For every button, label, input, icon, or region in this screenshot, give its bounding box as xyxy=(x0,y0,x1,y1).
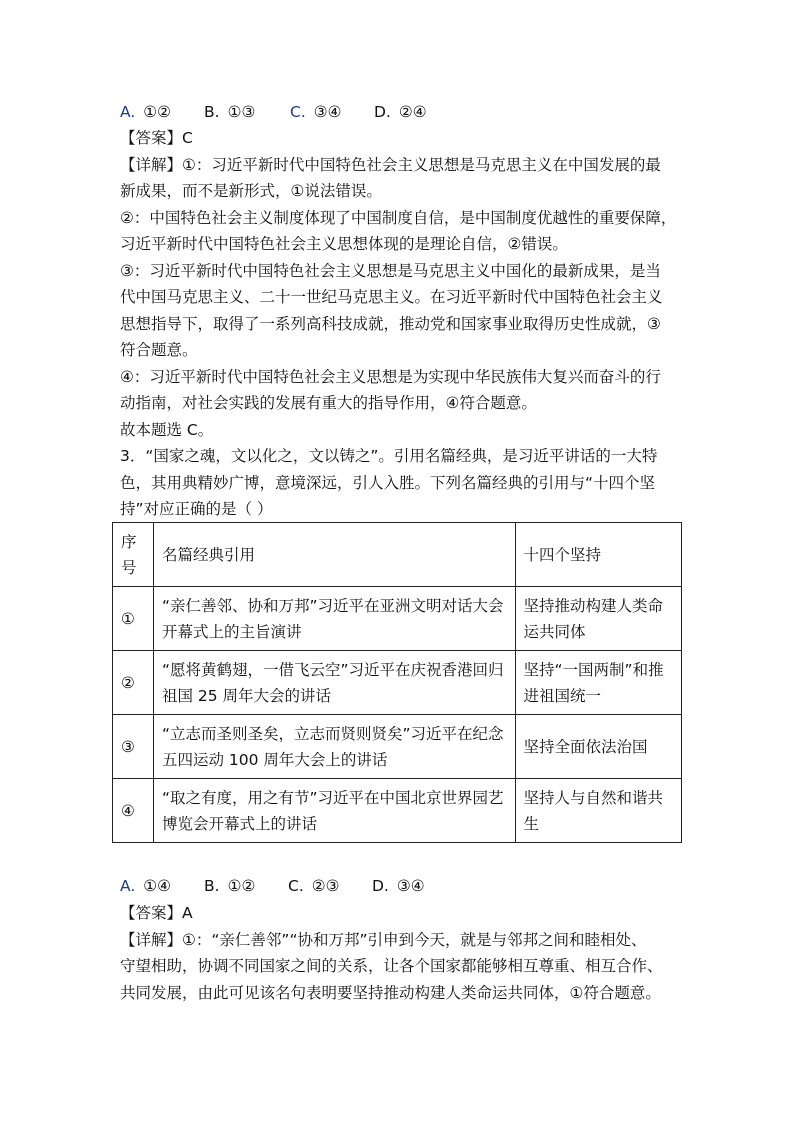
q2-conclusion: 故本题选 C。 xyxy=(120,421,214,439)
q2-option-c: C. ③④ xyxy=(290,103,342,121)
q3-option-c: C. ②③ xyxy=(288,877,340,895)
row-quote: “愿将黄鹤翅，一借飞云空”习近平在庆祝香港回归祖国 25 周年大会的讲话 xyxy=(153,651,515,715)
row-no: ④ xyxy=(113,779,154,843)
row-quote: “取之有度，用之有节”习近平在中国北京世界园艺博览会开幕式上的讲话 xyxy=(153,779,515,843)
header-cell-no: 序号 xyxy=(113,523,154,587)
q3-options xyxy=(120,873,680,899)
quotes-table xyxy=(112,522,682,843)
q2-detail-line: 动指南，对社会实践的发展有重大的指导作用，④符合题意。 xyxy=(120,394,537,412)
row-no: ② xyxy=(113,651,154,715)
q3-stem-line: 持”对应正确的是（ ） xyxy=(120,500,273,518)
q2-options xyxy=(120,99,680,125)
row-no: ③ xyxy=(113,715,154,779)
q2-detail-line: 符合题意。 xyxy=(120,341,198,359)
q3-option-d: D. ③④ xyxy=(372,877,425,895)
header-cell-quote: 名篇经典引用 xyxy=(153,523,515,587)
table-row xyxy=(113,779,682,843)
q2-detail-line: 思想指导下，取得了一系列高科技成就，推动党和国家事业取得历史性成就，③ xyxy=(120,315,661,333)
header-cell-principle: 十四个坚持 xyxy=(515,523,681,587)
q3-answer: 【答案】A xyxy=(120,904,193,922)
q3-stem-line: 色，其用典精妙广博，意境深远，引人入胜。下列名篇经典的引用与“十四个坚 xyxy=(120,474,656,492)
table-header-row xyxy=(113,523,682,587)
q3-option-b: B. ①② xyxy=(204,877,256,895)
q2-detail-line: ②：中国特色社会主义制度体现了中国制度自信，是中国制度优越性的重要保障， xyxy=(120,209,677,227)
q2-detail-line: 新成果，而不是新形式，①说法错误。 xyxy=(120,182,382,200)
row-no: ① xyxy=(113,587,154,651)
q3-detail-line: 守望相助，协调不同国家之间的关系，让各个国家都能够相互尊重、相互合作、 xyxy=(120,957,663,975)
row-principle: 坚持“一国两制”和推进祖国统一 xyxy=(515,651,681,715)
q2-option-b: B. ①③ xyxy=(204,103,256,121)
q2-detail-line: 代中国马克思主义、二十一世纪马克思主义。在习近平新时代中国特色社会主义 xyxy=(120,288,663,306)
q2-option-a: A. ①② xyxy=(120,103,172,121)
q2-option-d: D. ②④ xyxy=(374,103,427,121)
row-quote: “亲仁善邻、协和万邦”习近平在亚洲文明对话大会开幕式上的主旨演讲 xyxy=(153,587,515,651)
table-row xyxy=(113,651,682,715)
q2-detail-line: 【详解】①：习近平新时代中国特色社会主义思想是马克思主义在中国发展的最 xyxy=(120,156,661,174)
row-principle: 坚持全面依法治国 xyxy=(515,715,681,779)
q2-detail-line: ④：习近平新时代中国特色社会主义思想是为实现中华民族伟大复兴而奋斗的行 xyxy=(120,368,661,386)
q3-detail-line: 【详解】①：“亲仁善邻”“协和万邦”引申到今天，就是与邻邦之间和睦相处、 xyxy=(120,931,647,949)
q2-detail-line: ③：习近平新时代中国特色社会主义思想是马克思主义中国化的最新成果，是当 xyxy=(120,262,661,280)
row-principle: 坚持人与自然和谐共生 xyxy=(515,779,681,843)
row-quote: “立志而圣则圣矣，立志而贤则贤矣”习近平在纪念五四运动 100 周年大会上的讲话 xyxy=(153,715,515,779)
row-principle: 坚持推动构建人类命运共同体 xyxy=(515,587,681,651)
table-row xyxy=(113,587,682,651)
q2-answer: 【答案】C xyxy=(120,129,193,147)
q3-option-a: A. ①④ xyxy=(120,877,172,895)
q3-detail-line: 共同发展，由此可见该名句表明要坚持推动构建人类命运共同体，①符合题意。 xyxy=(120,984,661,1002)
q2-detail-line: 习近平新时代中国特色社会主义思想体现的是理论自信，②错误。 xyxy=(120,235,568,253)
table-row xyxy=(113,715,682,779)
q3-stem-line: 3．“国家之魂，文以化之，文以铸之”。引用名篇经典，是习近平讲话的一大特 xyxy=(120,447,658,465)
